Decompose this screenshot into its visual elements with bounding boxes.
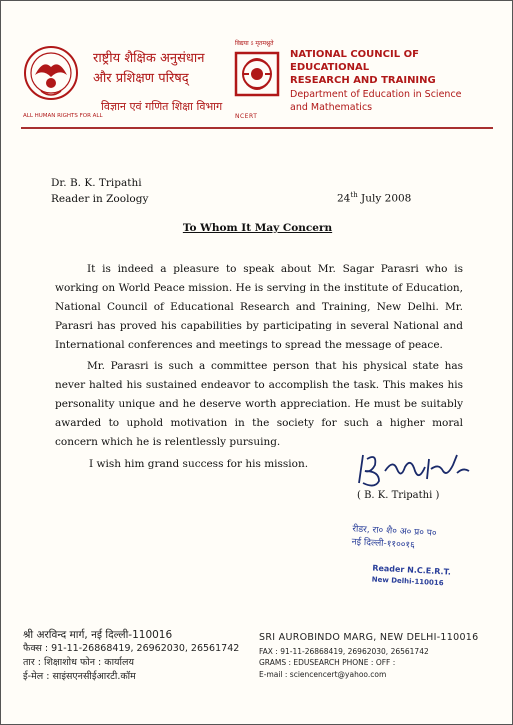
department-name-english: Department of Education in Science and Mathematics	[290, 89, 462, 113]
official-stamp: रीडर, रा० शै० अ० प्र० प० नई दिल्ली-११००१६ Reader N.C.E.R.T. New Delhi-110016	[351, 524, 452, 588]
ncert-logo	[233, 43, 281, 113]
sender-title: Reader in Zoology	[51, 193, 149, 205]
ncert-motto: विद्यया ऽ मृतमश्नुते	[235, 40, 274, 47]
closing-line: I wish him grand success for his mission.	[89, 458, 309, 470]
sender-block	[51, 175, 148, 207]
department-name-hindi: विज्ञान एवं गणित शिक्षा विभाग	[101, 100, 223, 113]
signatory-name: ( B. K. Tripathi )	[357, 490, 440, 501]
body-paragraph-2: Mr. Parasri is such a committee person that his physical state has never halted his sustained endeavor to accomplish the task. This makes his personality unique and he deserve worth appreciation. He must be suitably awarded to uphold motivation in the society for such a higher moral concern which he is relentlessly pursuing.	[55, 360, 463, 448]
letter-date: 24th July 2008	[337, 191, 412, 205]
letterhead-divider	[21, 127, 493, 129]
sender-name: Dr. B. K. Tripathi	[51, 177, 142, 189]
council-emblem-logo	[21, 41, 81, 121]
footer-english: SRI AUROBINDO MARG, NEW DELHI-110016 FAX : 91-11-26868419, 26962030, 26561742 GRAMS : EDUSEARCH PHONE : OFF : E-mail : sciencencert@yahoo.com	[259, 632, 479, 679]
ncert-logo-caption: NCERT	[235, 113, 258, 120]
handwritten-signature	[353, 449, 483, 489]
council-name-hindi: राष्ट्रीय शैक्षिक अनुसंधान और प्रशिक्षण परिषद्	[93, 51, 205, 86]
letter-subject: To Whom It May Concern	[182, 222, 333, 234]
council-name-english: NATIONAL COUNCIL OF EDUCATIONAL RESEARCH AND TRAINING	[290, 49, 436, 86]
footer-hindi: श्री अरविन्द मार्ग, नई दिल्ली-110016 फैक्स : 91-11-26868419, 26962030, 26561742 तार : शिक्षाशोध फोन : कार्यालय ई-मेल : साइंसएनसीईआरटी.कॉम	[23, 629, 240, 682]
left-logo-caption: ALL HUMAN RIGHTS FOR ALL	[23, 113, 103, 119]
body-paragraph-1: It is indeed a pleasure to speak about Mr. Sagar Parasri who is working on World Peace mission. He is serving in the institute of Education, National Council of Educational Research and Training, New Delhi. Mr. Parasri has proved his capabilities by participating in several National and International conferences and meetings to spread the message of peace.	[55, 263, 463, 351]
